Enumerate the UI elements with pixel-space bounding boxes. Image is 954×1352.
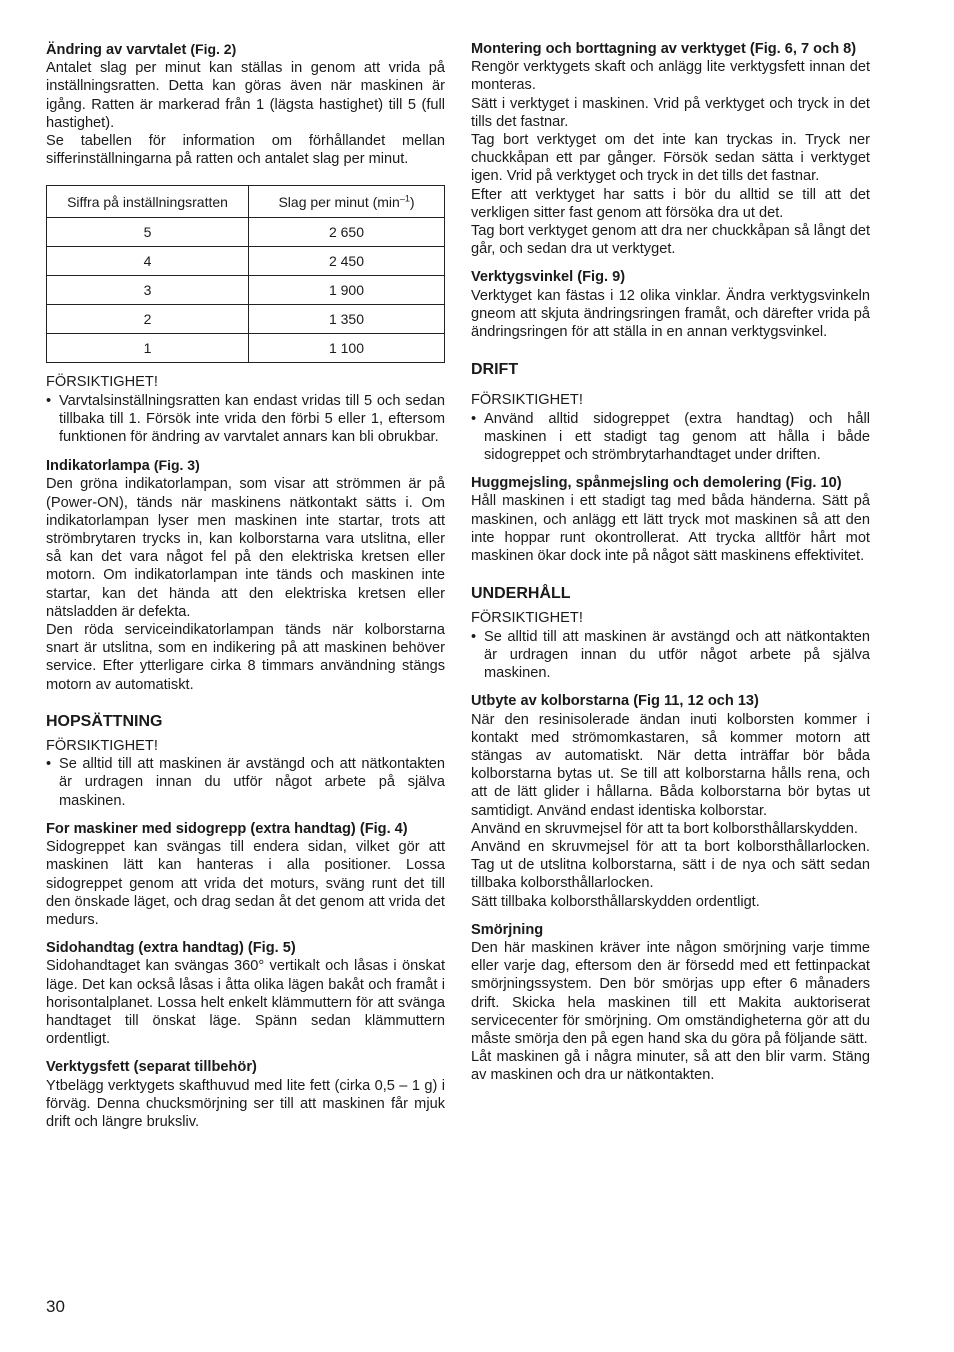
operation-section-title: DRIFT [471,361,519,379]
carbon-brush-text-4: Sätt tillbaka kolborsthållarskydden ordentligt. [471,893,760,910]
page-number: 30 [46,1297,65,1316]
bit-install-text-4: Efter att verktyget har satts i bör du alltid se till att det verkligen sitter fast genom att försöka dra ut det. [471,186,870,221]
caution-label: FÖRSIKTIGHET! [46,374,158,391]
carbon-brush-heading: Utbyte av kolborstarna (Fig 11, 12 och 13) [471,693,759,710]
table-row: 2 1 350 [47,305,445,334]
table-row: 4 2 450 [47,247,445,276]
indicator-lamp-heading: Indikatorlampa (Fig. 3) [46,457,200,475]
chipping-heading: Huggmejsling, spånmejsling och demolering (Fig. 10) [471,475,842,492]
caution-bullet: • Använd alltid sidogreppet (extra handtag) och håll maskinen i ett stadigt tag genom att hålla i både sidogreppet och strömbrytarhandtaget under driften. [471,410,870,464]
indicator-lamp-text-1: Den gröna indikatorlampan, som visar att strömmen är på (Power-ON), tänds när maskinens nätkontakt sätts i. Om indikatorlampan lyser men maskinen inte startar, trots att strömbrytaren trycks in, kan kolborstarna vara utslitna, eller så kan det vara något fel på den elektriska kretsen eller motorn. Om indikatorlampan inte tänds och maskinen inte startar, kan det hända att den elektriska kretsen eller nätsladden är defekta. [46,476,445,620]
speed-change-heading: Ändring av varvtalet (Fig. 2) [46,41,237,58]
caution-label: FÖRSIKTIGHET! [471,392,583,409]
side-handle-heading: Sidohandtag (extra handtag) (Fig. 5) [46,940,296,957]
caution-bullet: • Se alltid till att maskinen är avstängd och att nätkontakten är urdragen innan du utför något arbete på själva maskinen. [471,628,870,682]
bit-grease-heading: Verktygsfett (separat tillbehör) [46,1059,257,1076]
speed-table [46,185,445,363]
assembly-section-title: HOPSÄTTNING [46,712,163,730]
dial-column-header: Siffra på inställningsratten [47,186,249,218]
chipping-text: Håll maskinen i ett stadigt tag med båda händerna. Sätt på maskinen, och anlägg ett lätt tryck mot maskinen så att den inte hoppar runt okontrollerat. Att trycka alltför hårt mot maskinen ökar dock inte på något sätt maskinens effektivitet. [471,493,870,565]
speed-table-header [47,186,445,218]
side-grip-heading: For maskiner med sidogrepp (extra handtag) (Fig. 4) [46,820,408,837]
carbon-brush-text-3: Använd en skruvmejsel för att ta bort kolborsthållarlocken. Tag ut de utslitna kolborstarna, sätt i de nya och sätt sedan tillbaka kolborsthållarlocken. [471,838,870,892]
lubrication-text-2: Låt maskinen gå i några minuter, så att den blir varm. Stäng av maskinen och dra ur nätkontakten. [471,1049,870,1084]
speed-change-text-2: Se tabellen för information om förhållandet mellan sifferinställningarna på ratten och antalet slag per minut. [46,133,445,168]
bit-install-text-2: Sätt i verktyget i maskinen. Vrid på verktyget och tryck in det tills det fastnar. [471,95,870,130]
bit-install-text-1: Rengör verktygets skaft och anlägg lite verktygsfett innan det monteras. [471,59,870,94]
bpm-column-header: Slag per minut $(\min^{-1})$ [249,186,445,218]
side-handle-text: Sidohandtaget kan svängas 360° vertikalt och låsas i önskat läge. Det kan också låsas i åtta olika lägen bakåt och framåt i horisontalplanet. Lossa helt enkelt klämmuttern för att svänga handtaget till önskat läge. Spänn sedan klämmuttern ordentligt. [46,958,445,1048]
caution-bullet: • Varvtalsinställningsratten kan endast vridas till 5 och sedan tillbaka till 1. Försök inte vrida den förbi 5 eller 1, eftersom funktionen för ändring av varvtalet annars kan bli obrukbar. [46,392,445,446]
bit-install-text-3: Tag bort verktyget om det inte kan tryckas in. Tryck ner chuckkåpan ett par gånger. Försök sedan sätta i verktyget igen. Vrid på verktyget och tryck in det tills det fastnar. [471,132,870,185]
left-column [46,40,445,1131]
table-row: 5 2 650 [47,218,445,247]
indicator-lamp-text-2: Den röda serviceindikatorlampan tänds när kolborstarna snart är utslitna, som en indikering på att maskinen behöver service. Efter ytterligare cirka 8 timmars användning stängs motorn av automatiskt. [46,622,445,693]
caution-label: FÖRSIKTIGHET! [471,610,583,627]
carbon-brush-text-2: Använd en skruvmejsel för att ta bort kolborsthållarskydden. [471,820,858,837]
bit-grease-text: Ytbelägg verktygets skafthuvud med lite fett (cirka 0,5 – 1 g) i förväg. Denna chucksmörjning ser till att maskinen får mjuk drift och längre bruksliv. [46,1077,445,1130]
bit-install-heading: Montering och borttagning av verktyget (Fig. 6, 7 och 8) [471,41,857,57]
carbon-brush-text-1: När den resinisolerade ändan inuti kolborsten kommer i kontakt med strömomkastaren, så kommer motorn att stängas av automatiskt. När detta inträffar bör båda kolborstarna bytas ut. Se till att kolborstarna hålls rena, och att de lätt glider i hållarna. Båda kolborstarna bör bytas ut samtidigt. Använd endast identiska kolborstar. [471,711,870,819]
right-column [471,40,870,1085]
bit-install-text-5: Tag bort verktyget genom att dra ner chuckkåpan så långt det går, och sedan dra ut verktyget. [471,223,870,258]
side-grip-text: Sidogreppet kan svängas till endera sidan, vilket gör att maskinen lätt kan hanteras i alla positioner. Lossa sidogreppet genom att vrida det moturs, sväng runt det till den önskade läget, och drag sedan åt det genom att vrida det medurs. [46,839,445,928]
lubrication-text-1: Den här maskinen kräver inte någon smörjning varje timme eller varje dag, eftersom den är försedd med ett fettinpackat smörjningssystem. Den bör smörjas upp efter 6 månaders drift. Skicka hela maskinen till ett Makita auktoriserat servicecenter för smörjning. Om omständigheterna gör att du måste smörja den på egen hand ska du göra på följande sätt. [471,939,870,1047]
caution-bullet: • Se alltid till att maskinen är avstängd och att nätkontakten är urdragen innan du utför något arbete på själva maskinen. [46,756,445,809]
speed-change-text-1: Antalet slag per minut kan ställas in genom att vrida på inställningsratten. Detta kan göras även när maskinen är igång. Ratten är markerad från 1 (lägsta hastighet) till 5 (full hastighet). [46,60,445,131]
table-row: 1 1 100 [47,334,445,363]
bit-angle-text: Verktyget kan fästas i 12 olika vinklar. Ändra verktygsvinkeln gneom att skjuta ändringsringen framåt, och därefter vrida på ändringsringen för att ställa in en annan verktygsvinkel. [471,287,870,341]
maintenance-section-title: UNDERHÅLL [471,585,571,603]
table-row: 3 1 900 [47,276,445,305]
bit-angle-heading: Verktygsvinkel (Fig. 9) [471,269,626,286]
caution-label: FÖRSIKTIGHET! [46,738,158,755]
lubrication-heading: Smörjning [471,921,544,938]
